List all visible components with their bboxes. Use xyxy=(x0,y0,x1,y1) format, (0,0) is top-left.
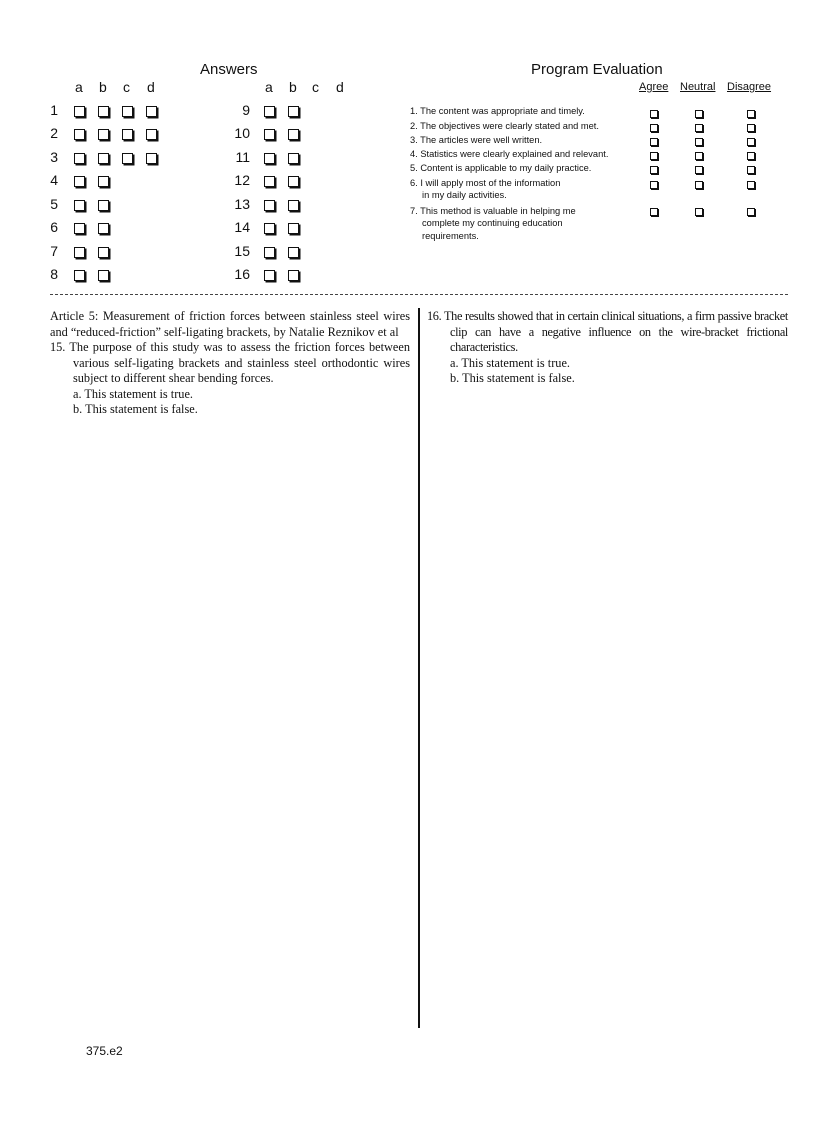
evaluation-item-cont: in my daily activities. xyxy=(422,190,507,200)
question-number: 6 xyxy=(50,219,58,235)
col-header-b-right: b xyxy=(289,79,297,95)
answer-checkbox[interactable] xyxy=(288,106,299,117)
question-number: 16 xyxy=(234,266,250,282)
disagree-checkbox[interactable] xyxy=(747,208,755,216)
question-16-option-a: a. This statement is true. xyxy=(450,355,570,370)
question-number: 10 xyxy=(234,125,250,141)
disagree-checkbox[interactable] xyxy=(747,181,755,189)
agree-checkbox[interactable] xyxy=(650,152,658,160)
answer-checkbox[interactable] xyxy=(122,106,133,117)
agree-checkbox[interactable] xyxy=(650,124,658,132)
disagree-header: Disagree xyxy=(727,81,772,93)
answer-checkbox[interactable] xyxy=(98,200,109,211)
question-15-option-a: a. This statement is true. xyxy=(73,386,193,401)
disagree-checkbox[interactable] xyxy=(747,124,755,132)
article-heading: Article 5: Measurement of friction forces between stainless steel wires and “reduced-friction” self-ligating brackets, by Natalie Reznikov et al xyxy=(50,309,410,339)
answer-checkbox[interactable] xyxy=(122,129,133,140)
answer-checkbox[interactable] xyxy=(146,106,157,117)
question-number: 5 xyxy=(50,196,58,212)
answer-checkbox[interactable] xyxy=(264,200,275,211)
answer-checkbox[interactable] xyxy=(264,270,275,281)
answer-checkbox[interactable] xyxy=(74,176,85,187)
answer-checkbox[interactable] xyxy=(122,153,133,164)
answer-checkbox[interactable] xyxy=(146,129,157,140)
agree-checkbox[interactable] xyxy=(650,166,658,174)
answer-checkbox[interactable] xyxy=(288,247,299,258)
agree-checkbox[interactable] xyxy=(650,181,658,189)
answer-checkbox[interactable] xyxy=(288,176,299,187)
neutral-checkbox[interactable] xyxy=(695,166,703,174)
neutral-checkbox[interactable] xyxy=(695,110,703,118)
question-16-option-b: b. This statement is false. xyxy=(450,371,575,385)
answer-checkbox[interactable] xyxy=(74,270,85,281)
agree-checkbox[interactable] xyxy=(650,208,658,216)
disagree-checkbox[interactable] xyxy=(747,166,755,174)
question-number: 2 xyxy=(50,125,58,141)
neutral-header: Neutral xyxy=(680,81,716,93)
dashed-divider xyxy=(50,294,788,295)
col-header-d: d xyxy=(147,79,155,95)
page-number: 375.e2 xyxy=(86,1044,123,1058)
question-number: 7 xyxy=(50,243,58,259)
evaluation-title: Program Evaluation xyxy=(531,61,663,78)
answer-checkbox[interactable] xyxy=(264,106,275,117)
agree-header: Agree xyxy=(639,81,669,93)
answer-checkbox[interactable] xyxy=(288,270,299,281)
answer-checkbox[interactable] xyxy=(74,200,85,211)
col-header-c: c xyxy=(123,79,130,95)
question-number: 15 xyxy=(234,243,250,259)
answer-checkbox[interactable] xyxy=(264,129,275,140)
evaluation-item: 1. The content was appropriate and timely. xyxy=(410,106,585,116)
evaluation-item: 6. I will apply most of the information xyxy=(410,178,561,188)
question-16-stem: 16. The results showed that in certain clinical situations, a firm passive bracket clip can have a negative influence on the wire-bracket frictional characteristics. xyxy=(427,309,788,354)
answer-checkbox[interactable] xyxy=(264,153,275,164)
question-number: 4 xyxy=(50,172,58,188)
question-number: 3 xyxy=(50,149,58,165)
neutral-checkbox[interactable] xyxy=(695,152,703,160)
neutral-checkbox[interactable] xyxy=(695,208,703,216)
disagree-checkbox[interactable] xyxy=(747,152,755,160)
answer-checkbox[interactable] xyxy=(98,129,109,140)
answer-checkbox[interactable] xyxy=(288,200,299,211)
answer-checkbox[interactable] xyxy=(264,247,275,258)
col-header-a: a xyxy=(75,79,83,95)
neutral-checkbox[interactable] xyxy=(695,124,703,132)
evaluation-item: 5. Content is applicable to my daily practice. xyxy=(410,163,592,173)
neutral-checkbox[interactable] xyxy=(695,138,703,146)
neutral-checkbox[interactable] xyxy=(695,181,703,189)
answer-checkbox[interactable] xyxy=(98,106,109,117)
col-header-c-right: c xyxy=(312,79,319,95)
evaluation-item: 2. The objectives were clearly stated and met. xyxy=(410,121,599,131)
question-15-option-b: b. This statement is false. xyxy=(73,402,198,416)
col-header-a-right: a xyxy=(265,79,273,95)
answer-checkbox[interactable] xyxy=(74,247,85,258)
answer-checkbox[interactable] xyxy=(74,106,85,117)
evaluation-item: 4. Statistics were clearly explained and relevant. xyxy=(410,149,609,159)
answer-checkbox[interactable] xyxy=(146,153,157,164)
answer-checkbox[interactable] xyxy=(74,129,85,140)
answer-checkbox[interactable] xyxy=(74,153,85,164)
answer-checkbox[interactable] xyxy=(288,129,299,140)
column-divider xyxy=(418,308,420,1028)
evaluation-item: 3. The articles were well written. xyxy=(410,135,543,145)
answer-checkbox[interactable] xyxy=(98,270,109,281)
question-number: 8 xyxy=(50,266,58,282)
question-number: 13 xyxy=(234,196,250,212)
right-column xyxy=(427,309,788,387)
answer-checkbox[interactable] xyxy=(288,153,299,164)
answer-checkbox[interactable] xyxy=(264,176,275,187)
question-number: 9 xyxy=(242,102,250,118)
left-column xyxy=(50,309,410,418)
evaluation-item-cont: complete my continuing education xyxy=(422,218,563,228)
agree-checkbox[interactable] xyxy=(650,110,658,118)
disagree-checkbox[interactable] xyxy=(747,138,755,146)
answer-checkbox[interactable] xyxy=(98,153,109,164)
col-header-d-right: d xyxy=(336,79,344,95)
answer-checkbox[interactable] xyxy=(288,223,299,234)
agree-checkbox[interactable] xyxy=(650,138,658,146)
disagree-checkbox[interactable] xyxy=(747,110,755,118)
answer-checkbox[interactable] xyxy=(98,247,109,258)
answer-checkbox[interactable] xyxy=(98,223,109,234)
col-header-b: b xyxy=(99,79,107,95)
answer-checkbox[interactable] xyxy=(264,223,275,234)
answer-checkbox[interactable] xyxy=(74,223,85,234)
evaluation-item: 7. This method is valuable in helping me xyxy=(410,206,576,216)
question-15-stem: 15. The purpose of this study was to assess the friction forces between various self-ligating brackets and stainless steel orthodontic wires subject to different shear bending forces. xyxy=(50,340,410,385)
question-number: 12 xyxy=(234,172,250,188)
answer-checkbox[interactable] xyxy=(98,176,109,187)
question-number: 1 xyxy=(50,102,58,118)
question-number: 11 xyxy=(235,149,250,165)
answers-title: Answers xyxy=(200,61,258,78)
evaluation-item-cont: requirements. xyxy=(422,231,479,241)
question-number: 14 xyxy=(234,219,250,235)
